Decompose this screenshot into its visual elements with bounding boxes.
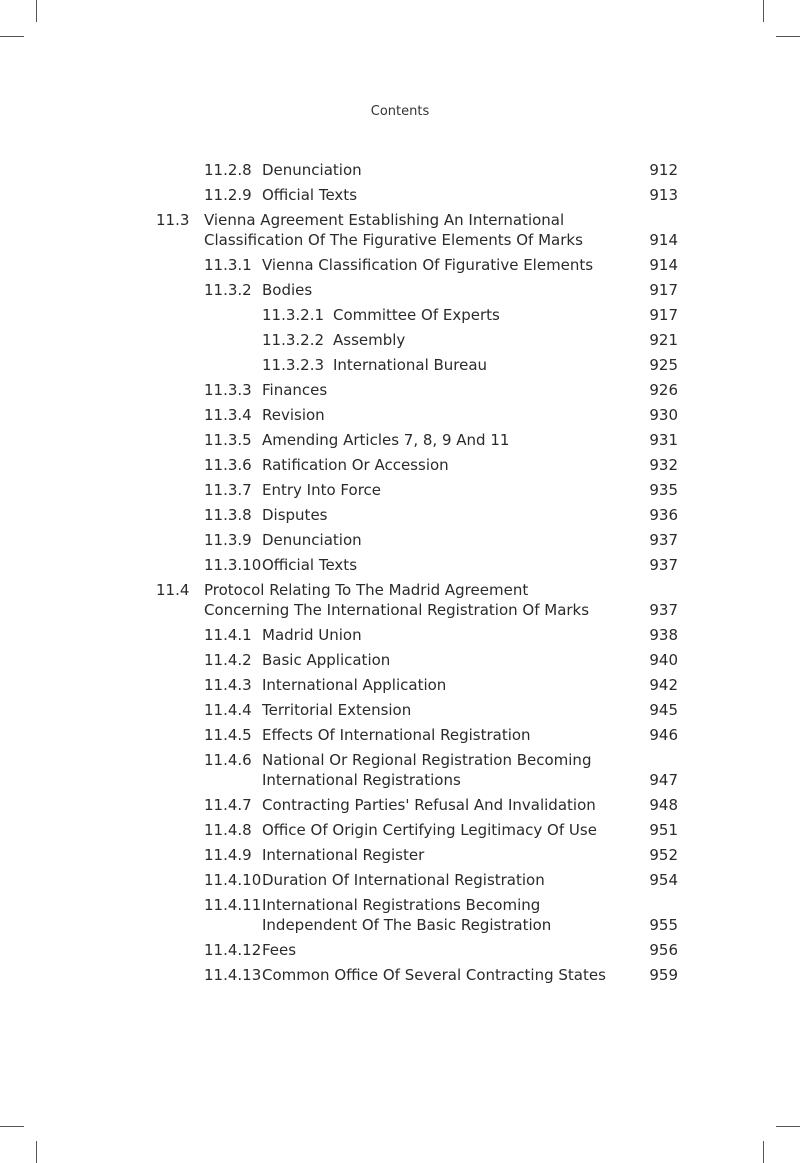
page-number: 951 [649,821,678,839]
toc-entry[interactable] [0,940,800,960]
page-number: 921 [649,331,678,349]
section-number: 11.4.11 [204,896,262,914]
section-title: Committee Of Experts [333,306,500,324]
toc-entry[interactable] [0,820,800,840]
section-title: Contracting Parties' Refusal And Invalidation [262,796,596,814]
section-number: 11.2.8 [204,161,252,179]
page-number: 912 [649,161,678,179]
section-number: 11.3.9 [204,531,252,549]
section-number: 11.4.7 [204,796,252,814]
section-number: 11.4.4 [204,701,252,719]
section-number: 11.3.5 [204,431,252,449]
section-title: Common Office Of Several Contracting States [262,966,606,984]
toc-entry[interactable] [0,555,800,575]
toc-entry[interactable] [0,750,800,790]
crop-mark-bottom-left-horizontal [0,1126,24,1127]
section-title: Effects Of International Registration [262,726,531,744]
section-number: 11.4.8 [204,821,252,839]
section-title: National Or Regional Registration Becoming [262,751,592,769]
page-number: 926 [649,381,678,399]
toc-entry[interactable] [0,380,800,400]
section-title: Amending Articles 7, 8, 9 And 11 [262,431,510,449]
section-number: 11.2.9 [204,186,252,204]
toc-entry[interactable] [0,305,800,325]
crop-mark-bottom-right-horizontal [776,1126,800,1127]
page-number: 956 [649,941,678,959]
toc-entry[interactable] [0,505,800,525]
section-title: Office Of Origin Certifying Legitimacy Of Use [262,821,597,839]
section-title: Independent Of The Basic Registration [262,916,552,934]
section-title: Assembly [333,331,406,349]
section-title: Basic Application [262,651,391,669]
running-header: Contents [370,104,430,119]
crop-mark-top-right-vertical [763,0,764,22]
section-title: Territorial Extension [262,701,412,719]
toc-entry[interactable] [0,700,800,720]
toc-entry[interactable] [0,405,800,425]
page-number: 931 [649,431,678,449]
toc-entry[interactable] [0,185,800,205]
section-title: Revision [262,406,325,424]
section-number: 11.4.1 [204,626,252,644]
toc-entry[interactable] [0,330,800,350]
section-number: 11.3.1 [204,256,252,274]
toc-entry[interactable] [0,280,800,300]
toc-entry[interactable] [0,625,800,645]
toc-entry[interactable] [0,965,800,985]
page-number: 936 [649,506,678,524]
section-title: International Registrations [262,771,461,789]
crop-mark-bottom-right-vertical [763,1141,764,1163]
toc-entry[interactable] [0,455,800,475]
section-title: Fees [262,941,297,959]
crop-mark-bottom-left-vertical [36,1141,37,1163]
section-title: International Bureau [333,356,488,374]
page-number: 959 [649,966,678,984]
toc-entry[interactable] [0,895,800,935]
page-number: 914 [649,231,678,249]
toc-entry[interactable] [0,845,800,865]
section-title: Official Texts [262,556,358,574]
page-number: 952 [649,846,678,864]
page-number: 935 [649,481,678,499]
page-number: 937 [649,556,678,574]
section-number: 11.3.6 [204,456,252,474]
section-number: 11.4.12 [204,941,262,959]
toc-entry[interactable] [0,530,800,550]
page-number: 947 [649,771,678,789]
section-title: Ratification Or Accession [262,456,449,474]
crop-mark-top-right-horizontal [776,36,800,37]
toc-entry[interactable] [0,355,800,375]
page-number: 954 [649,871,678,889]
page-number: 930 [649,406,678,424]
section-title: Classification Of The Figurative Elements Of Marks [204,231,583,249]
toc-entry[interactable] [0,650,800,670]
toc-entry[interactable] [0,870,800,890]
section-title: Vienna Agreement Establishing An International [204,211,565,229]
page-number: 945 [649,701,678,719]
section-number: 11.3.2.2 [262,331,325,349]
section-title: Bodies [262,281,313,299]
section-number: 11.3.10 [204,556,262,574]
section-number: 11.3.2.1 [262,306,325,324]
section-title: Denunciation [262,161,362,179]
section-number: 11.3.3 [204,381,252,399]
page-number: 917 [649,306,678,324]
section-title: Entry Into Force [262,481,382,499]
toc-entry[interactable] [0,480,800,500]
section-number: 11.4.5 [204,726,252,744]
page-number: 917 [649,281,678,299]
crop-mark-top-left-vertical [36,0,37,22]
toc-entry[interactable] [0,725,800,745]
section-title: Denunciation [262,531,362,549]
section-title: Vienna Classification Of Figurative Elements [262,256,594,274]
section-number: 11.4.6 [204,751,252,769]
section-number: 11.4.9 [204,846,252,864]
toc-entry[interactable] [0,255,800,275]
page-number: 932 [649,456,678,474]
section-number: 11.4.3 [204,676,252,694]
section-number: 11.4.10 [204,871,262,889]
toc-entry[interactable] [0,675,800,695]
page-number: 938 [649,626,678,644]
page-number: 913 [649,186,678,204]
section-title: Duration Of International Registration [262,871,545,889]
toc-entry[interactable] [0,210,800,250]
section-number: 11.4 [156,581,190,599]
page-number: 946 [649,726,678,744]
section-number: 11.3.2.3 [262,356,325,374]
toc-entry[interactable] [0,160,800,180]
toc-entry[interactable] [0,795,800,815]
page-number: 955 [649,916,678,934]
page-number: 937 [649,531,678,549]
page-number: 942 [649,676,678,694]
section-number: 11.3 [156,211,190,229]
section-title: Protocol Relating To The Madrid Agreement [204,581,529,599]
page-number: 937 [649,601,678,619]
page-number: 914 [649,256,678,274]
page-number: 948 [649,796,678,814]
crop-mark-top-left-horizontal [0,36,24,37]
section-number: 11.4.13 [204,966,262,984]
page-number: 940 [649,651,678,669]
section-number: 11.3.4 [204,406,252,424]
page-number: 925 [649,356,678,374]
section-title: Madrid Union [262,626,362,644]
section-title: Finances [262,381,328,399]
section-title: Official Texts [262,186,358,204]
section-title: International Application [262,676,447,694]
toc-entry[interactable] [0,580,800,620]
section-number: 11.3.8 [204,506,252,524]
section-title: Disputes [262,506,328,524]
toc-entry[interactable] [0,430,800,450]
section-number: 11.3.7 [204,481,252,499]
section-title: Concerning The International Registration Of Marks [204,601,590,619]
section-title: International Register [262,846,425,864]
section-number: 11.4.2 [204,651,252,669]
section-title: International Registrations Becoming [262,896,541,914]
section-number: 11.3.2 [204,281,252,299]
